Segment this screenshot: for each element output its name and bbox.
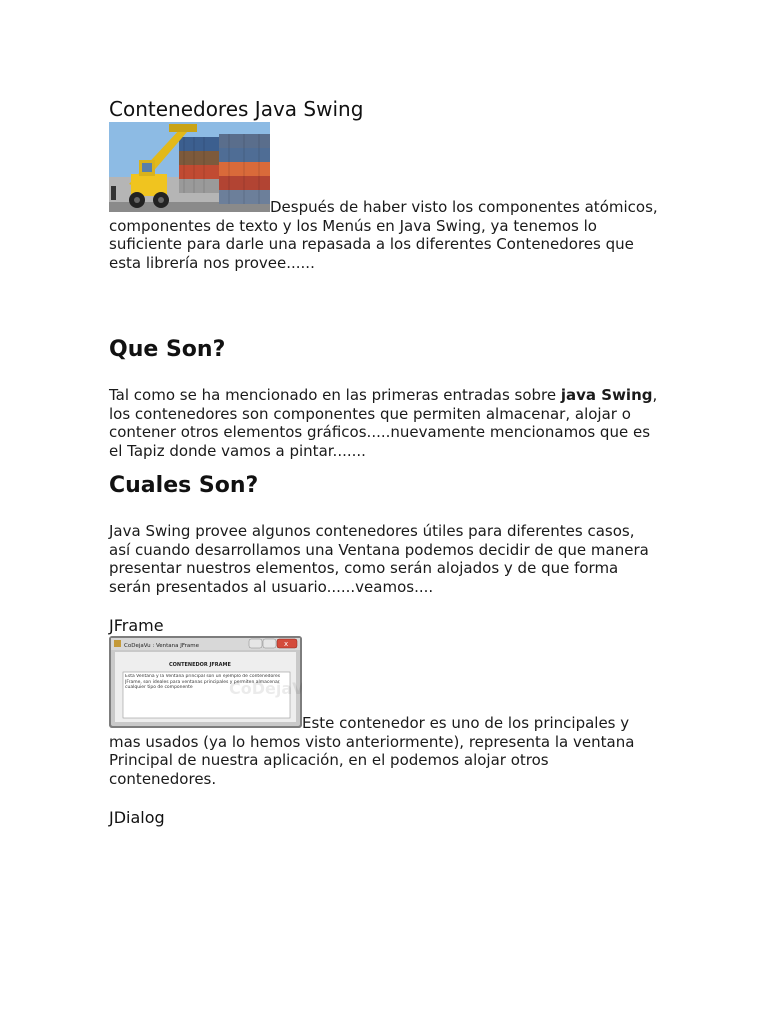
panel-text: Esta Ventana y la Ventana principal son un ejemplo de contenedores JFrame, son ideales para ventanas principales y permiten almacenar cualquier tipo de componente xyxy=(125,674,281,690)
document-page xyxy=(109,96,659,828)
crane-photo xyxy=(109,122,270,217)
window-title-text: CoDejaVu : Ventana JFrame xyxy=(124,643,200,649)
que-son-paragraph xyxy=(109,386,659,460)
cuales-son-paragraph: Java Swing provee algunos contenedores útiles para diferentes casos, así cuando desarrollamos una Ventana podemos decidir de que manera presentar nuestros elementos, como serán alojados y de que forma serán presentados al usuario......veamos.... xyxy=(109,522,649,596)
section-heading-cuales-son: Cuales Son? xyxy=(109,473,259,498)
crane-photo-svg xyxy=(109,122,270,212)
jframe-text: Este contenedor es uno de los principales y mas usados (ya lo hemos visto anteriormente), representa la ventana Principal de nuestra aplicación, en el podemos alojar otros contenedores. xyxy=(109,714,635,788)
que-son-bold: java Swing xyxy=(560,386,653,404)
document-title: Contenedores Java Swing xyxy=(109,97,364,121)
jframe-paragraph xyxy=(109,636,659,788)
que-son-text-b: , los contenedores son componentes que permiten almacenar, alojar o contener otros elementos gráficos.....nuevamente mencionamos que es el Tapiz donde vamos a pintar....... xyxy=(109,386,658,460)
panel-title-text: CONTENEDOR JFRAME xyxy=(169,662,231,668)
window-screenshot xyxy=(109,636,302,733)
intro-paragraph xyxy=(109,122,659,272)
jframe-heading: JFrame xyxy=(109,616,164,635)
section-heading-que-son: Que Son? xyxy=(109,337,226,362)
svg-text:CoDejaVu: CoDejaV xyxy=(229,679,302,698)
window-screenshot-svg xyxy=(109,636,302,728)
intro-text: Después de haber visto los componentes atómicos, componentes de texto y los Menús en Java Swing, ya tenemos lo suficiente para darle una repasada a los diferentes Contenedores que esta librería nos provee...... xyxy=(109,198,658,272)
que-son-text-a: Tal como se ha mencionado en las primeras entradas sobre xyxy=(109,386,561,404)
svg-text:x: x xyxy=(284,640,289,648)
jdialog-heading: JDialog xyxy=(109,808,165,827)
